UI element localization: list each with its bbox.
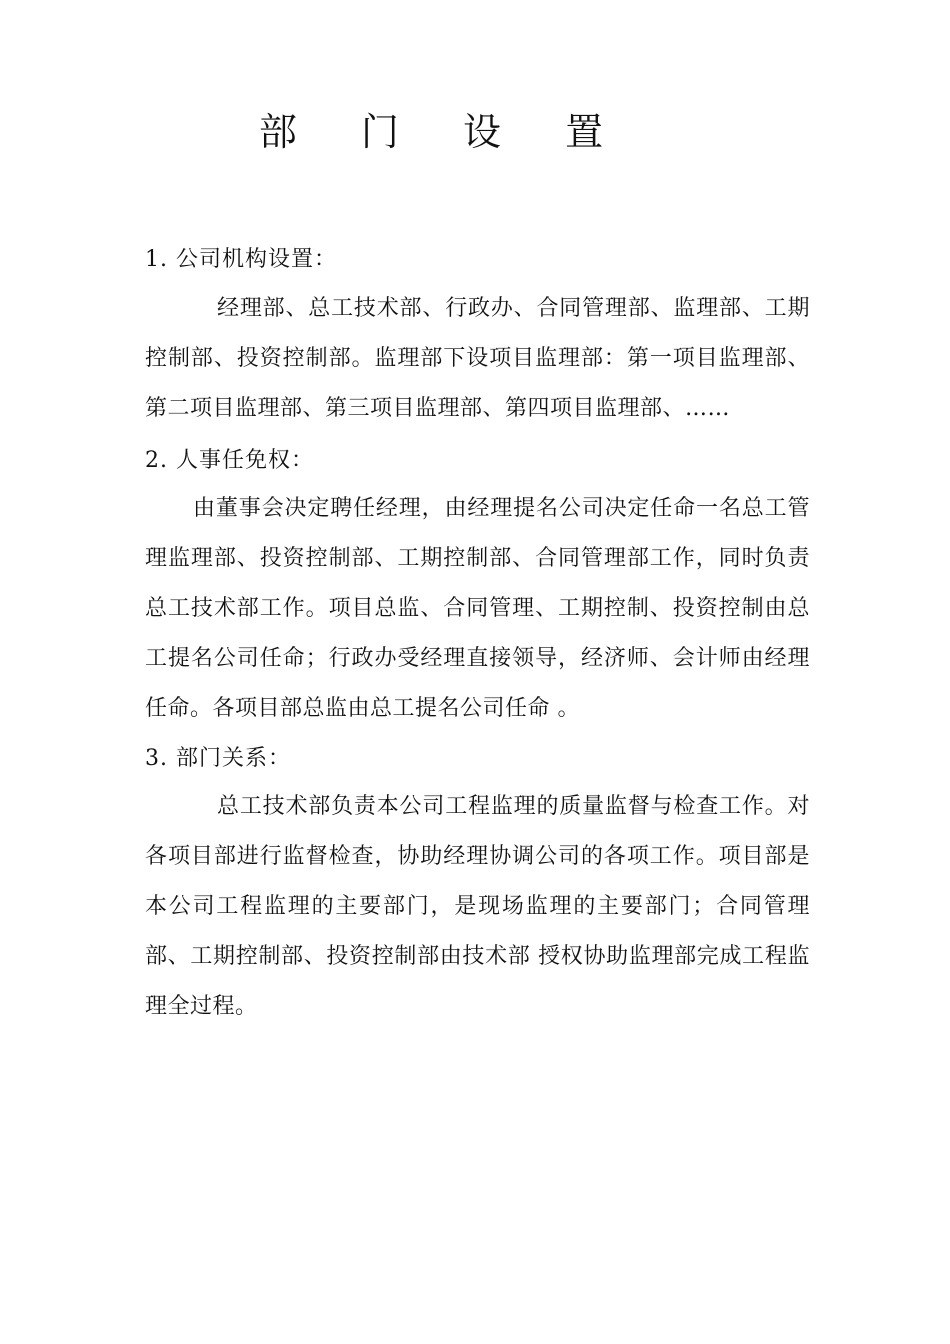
page-title: 部 门 设 置 xyxy=(258,110,630,154)
section-heading: 1. 公司机构设置： xyxy=(145,247,337,272)
paragraph: 总工技术部负责本公司工程监理的质量监督与检查工作。对各项目部进行监督检查，协助经理协调公司的各项工作。项目部是本公司工程监理的主要部门，是现场监理的主要部门；合同管理部、工期控制部、投资控制部由技术部 授权协助监理部完成工程监理全过程。 xyxy=(145,794,810,1019)
section-body-relations xyxy=(145,782,810,1032)
section-heading: 3. 部门关系： xyxy=(145,746,291,771)
section-heading-org-structure xyxy=(145,246,810,274)
section-heading-personnel xyxy=(145,447,810,475)
section-body-personnel xyxy=(145,484,810,734)
paragraph: 由董事会决定聘任经理，由经理提名公司决定任命一名总工管理监理部、投资控制部、工期控制部、合同管理部工作，同时负责总工技术部工作。项目总监、合同管理、工期控制、投资控制由总工提名公司任命；行政办受经理直接领导，经济师、会计师由经理任命。各项目部总监由总工提名公司任命 。 xyxy=(145,496,810,721)
section-heading: 2. 人事任免权： xyxy=(145,448,314,473)
section-heading-relations xyxy=(145,745,810,773)
section-body-org-structure xyxy=(145,284,810,434)
paragraph: 经理部、总工技术部、行政办、合同管理部、监理部、工期控制部、投资控制部。监理部下设项目监理部：第一项目监理部、第二项目监理部、第三项目监理部、第四项目监理部、…… xyxy=(145,296,810,421)
